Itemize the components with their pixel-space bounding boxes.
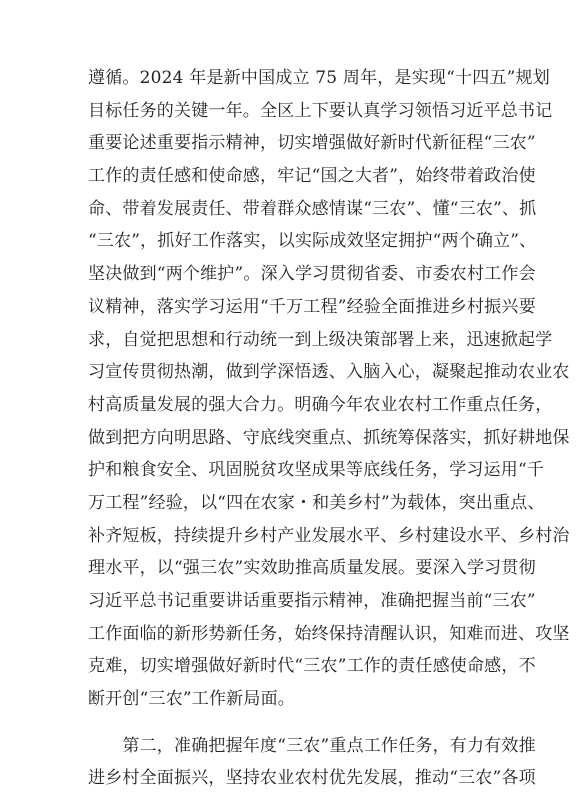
text-line: 理水平，以“强三农”实效助推高质量发展。要深入学习贯彻 — [88, 558, 536, 579]
text-line: 遵循。2024 年是新中国成立 75 周年，是实现“十四五”规划 — [88, 68, 550, 88]
text-line: 议精神，落实学习运用“千万工程”经验全面推进乡村振兴要 — [88, 296, 536, 317]
text-line: 村高质量发展的强大合力。明确今年农业农村工作重点任务， — [88, 394, 553, 415]
body-text — [88, 62, 570, 795]
paragraph-gap — [88, 716, 506, 730]
text-line: 克难，切实增强做好新时代“三农”工作的责任感使命感，不 — [88, 656, 536, 677]
text-line: 坚决做到“两个维护”。深入学习贯彻省委、市委农村工作会 — [88, 264, 536, 285]
text-line: 工作面临的新形势新任务，始终保持清醒认识，知难而进、攻坚 — [88, 623, 570, 644]
text-line: 习宣传贯彻热潮，做到学深悟透、入脑入心，凝聚起推动农业农 — [88, 362, 570, 383]
text-line: 断开创“三农”工作新局面。 — [88, 689, 295, 710]
paragraph-1 — [88, 62, 570, 716]
text-line: 求，自觉把思想和行动统一到上级决策部署上来，迅速掀起学 — [88, 329, 553, 350]
text-line: 补齐短板，持续提升乡村产业发展水平、乡村建设水平、乡村治 — [88, 525, 570, 546]
text-line: 目标任务的关键一年。全区上下要认真学习领悟习近平总书记 — [88, 100, 553, 121]
text-line: 做到把方向明思路、守底线突重点、抓统筹保落实，抓好耕地保 — [88, 427, 570, 448]
text-line: 进乡村全面振兴，坚持农业农村优先发展，推动“三农”各项 — [88, 768, 536, 789]
text-line: 第二，准确把握年度“三农”重点工作任务，有力有效推 — [88, 735, 536, 756]
text-line: “三农”，抓好工作落实，以实际成效坚定拥护“两个确立”、 — [88, 231, 537, 252]
text-line: 命、带着发展责任、带着群众感情谋“三农”、懂“三农”、抓 — [88, 198, 537, 219]
text-line: 重要论述重要指示精神，切实增强做好新时代新征程“三农” — [88, 133, 536, 154]
text-line: 万工程”经验，以“四在农家・和美乡村”为载体，突出重点、 — [88, 492, 545, 513]
text-line: 护和粮食安全、巩固脱贫攻坚成果等底线任务，学习运用“千 — [88, 460, 545, 481]
text-line: 习近平总书记重要讲话重要指示精神，准确把握当前“三农” — [88, 591, 536, 611]
paragraph-2 — [88, 730, 536, 795]
text-line: 工作的责任感和使命感，牢记“国之大者”，始终带着政治使 — [88, 166, 536, 187]
